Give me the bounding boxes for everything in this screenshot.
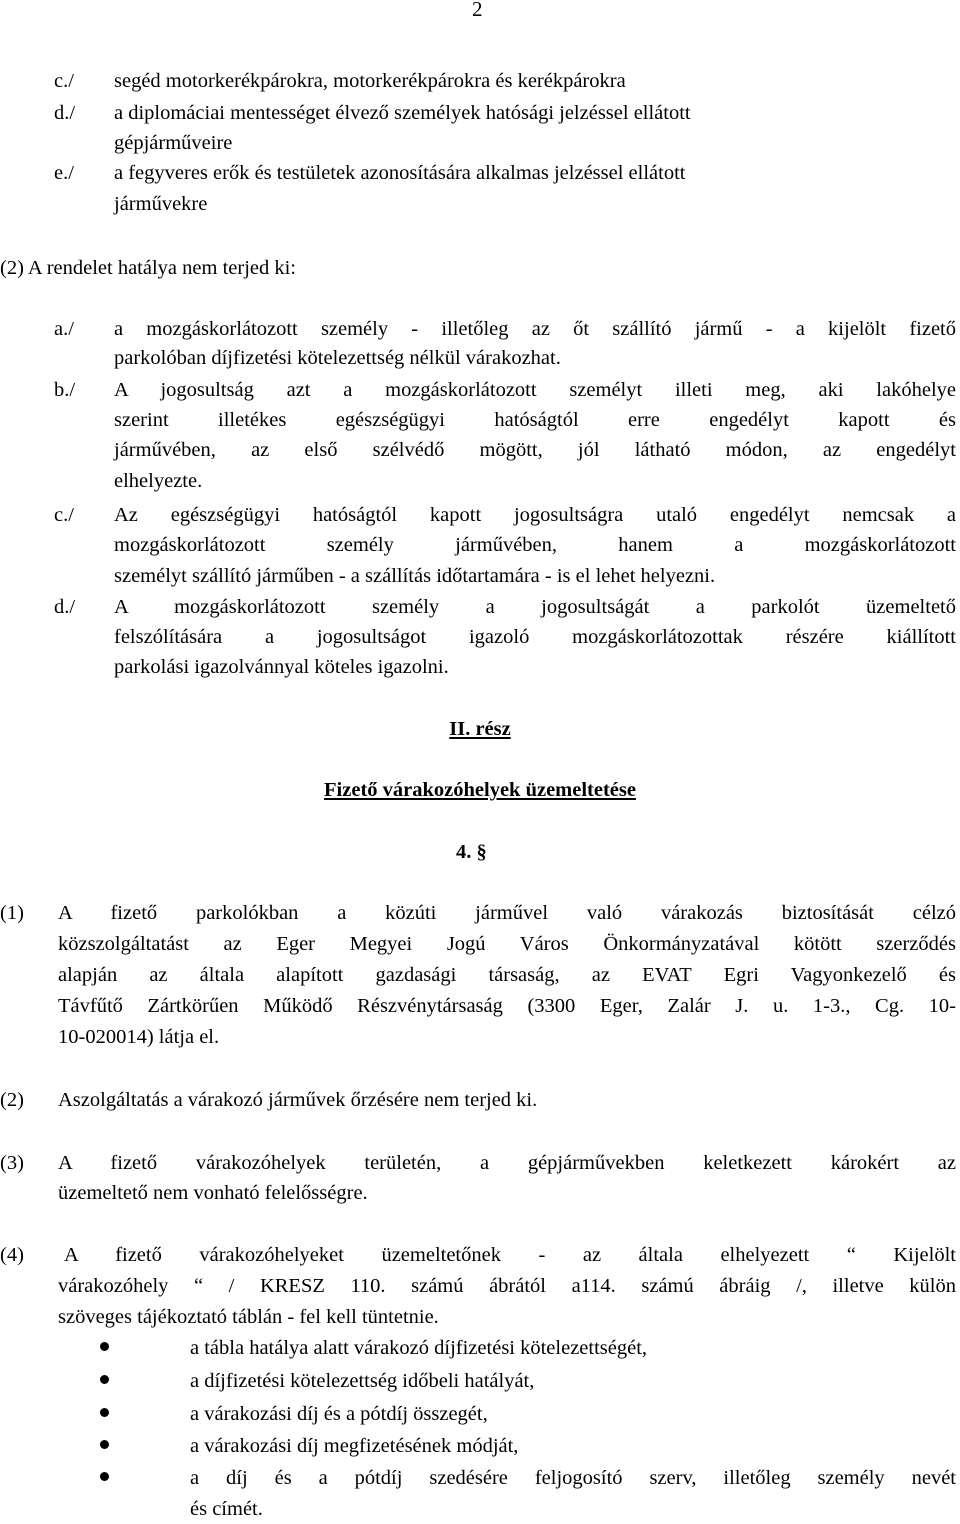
para1-line5: 10-020014) látja el.	[58, 1026, 220, 1048]
para1-line3: alapján az általa alapított gazdasági társaság, az EVAT Egri Vagyonkezelő és	[58, 964, 956, 986]
bullet-icon	[100, 1440, 109, 1449]
bullet-item-5-line2: és címét.	[190, 1498, 263, 1520]
para4-line1: A fizető várakozóhelyeket üzemeltetőnek - az általa elhelyezett “ Kijelölt	[64, 1244, 956, 1266]
list1-item-e-line1: a fegyveres erők és testületek azonosítására alkalmas jelzéssel ellátott	[114, 162, 686, 184]
para1-label: (1)	[0, 902, 24, 924]
para4-label: (4)	[0, 1244, 24, 1266]
para3-label: (3)	[0, 1152, 24, 1174]
bullet-icon	[100, 1375, 109, 1384]
section-title: Fizető várakozóhelyek üzemeltetése	[324, 779, 636, 801]
list1-label-e: e./	[54, 162, 74, 184]
list1-label-d: d./	[54, 102, 76, 124]
para2-text: Aszolgáltatás a várakozó járművek őrzésére nem terjed ki.	[58, 1089, 538, 1111]
list2-item-b-line4: elhelyezte.	[114, 470, 203, 492]
list2-item-d-line2: felszólítására a jogosultságot igazoló mozgáskorlátozottak részére kiállított	[114, 626, 956, 648]
list2-item-d-line1: A mozgáskorlátozott személy a jogosultságát a parkolót üzemeltető	[114, 596, 956, 618]
list2-item-c-line1: Az egészségügyi hatóságtól kapott jogosultságra utaló engedélyt nemcsak a	[114, 504, 956, 526]
list2-item-c-line2: mozgáskorlátozott személy járművében, hanem a mozgáskorlátozott	[114, 534, 956, 556]
bullet-item-4: a várakozási díj megfizetésének módját,	[190, 1435, 519, 1457]
list1-label-c: c./	[54, 70, 74, 92]
paragraph-sign: 4. §	[456, 841, 487, 863]
para2-label: (2)	[0, 1089, 24, 1111]
bullet-item-2: a díjfizetési kötelezettség időbeli hatályát,	[190, 1370, 535, 1392]
list2-item-a-line2: parkolóban díjfizetési kötelezettség nélkül várakozhat.	[114, 347, 561, 369]
para4-line2: várakozóhely “ / KRESZ 110. számú ábrától a114. számú ábráig /, illetve külön	[58, 1275, 956, 1297]
bullet-icon	[100, 1472, 109, 1481]
list1-item-d-line2: gépjárműveire	[114, 132, 233, 154]
list2-label-b: b./	[54, 379, 76, 401]
list2-item-c-line3: személyt szállító járműben - a szállítás időtartamára - is el lehet helyezni.	[114, 565, 716, 587]
bullet-item-1: a tábla hatálya alatt várakozó díjfizetési kötelezettségét,	[190, 1337, 648, 1359]
bullet-icon	[100, 1342, 109, 1351]
list1-item-e-line2: járművekre	[114, 193, 208, 215]
bullet-item-5-line1: a díj és a pótdíj szedésére feljogosító szerv, illetőleg személy nevét	[190, 1467, 956, 1489]
list2-label-a: a./	[54, 318, 74, 340]
list2-label-c: c./	[54, 504, 74, 526]
paragraph-2-heading: (2) A rendelet hatálya nem terjed ki:	[0, 257, 296, 279]
para1-line1: A fizető parkolókban a közúti járművel való várakozás biztosítását célzó	[58, 902, 956, 924]
para1-line4: Távfűtő Zártkörűen Működő Részvénytársaság (3300 Eger, Zalár J. u. 1-3., Cg. 10-	[58, 995, 956, 1017]
list2-item-d-line3: parkolási igazolvánnyal köteles igazolni.	[114, 656, 449, 678]
para4-line3: szöveges tájékoztató táblán - fel kell tüntetnie.	[58, 1306, 439, 1328]
list2-item-a-line1: a mozgáskorlátozott személy - illetőleg az őt szállító jármű - a kijelölt fizető	[114, 318, 956, 340]
list1-item-c-line: segéd motorkerékpárokra, motorkerékpárokra és kerékpárokra	[114, 70, 626, 92]
bullet-item-3: a várakozási díj és a pótdíj összegét,	[190, 1403, 488, 1425]
page-number: 2	[472, 0, 483, 21]
para1-line2: közszolgáltatást az Eger Megyei Jogú Város Önkormányzatával kötött szerződés	[58, 933, 956, 955]
list2-item-b-line1: A jogosultság azt a mozgáskorlátozott személyt illeti meg, aki lakóhelye	[114, 379, 956, 401]
list1-item-d-line1: a diplomáciai mentességet élvező személyek hatósági jelzéssel ellátott	[114, 102, 691, 124]
list2-item-b-line2: szerint illetékes egészségügyi hatóságtól erre engedélyt kapott és	[114, 409, 956, 431]
part-title: II. rész	[449, 718, 511, 740]
para3-line1: A fizető várakozóhelyek területén, a gépjárművekben keletkezett károkért az	[58, 1152, 956, 1174]
list2-item-b-line3: járművében, az első szélvédő mögött, jól látható módon, az engedélyt	[114, 439, 956, 461]
para3-line2: üzemeltető nem vonható felelősségre.	[58, 1182, 368, 1204]
list2-label-d: d./	[54, 596, 76, 618]
bullet-icon	[100, 1408, 109, 1417]
